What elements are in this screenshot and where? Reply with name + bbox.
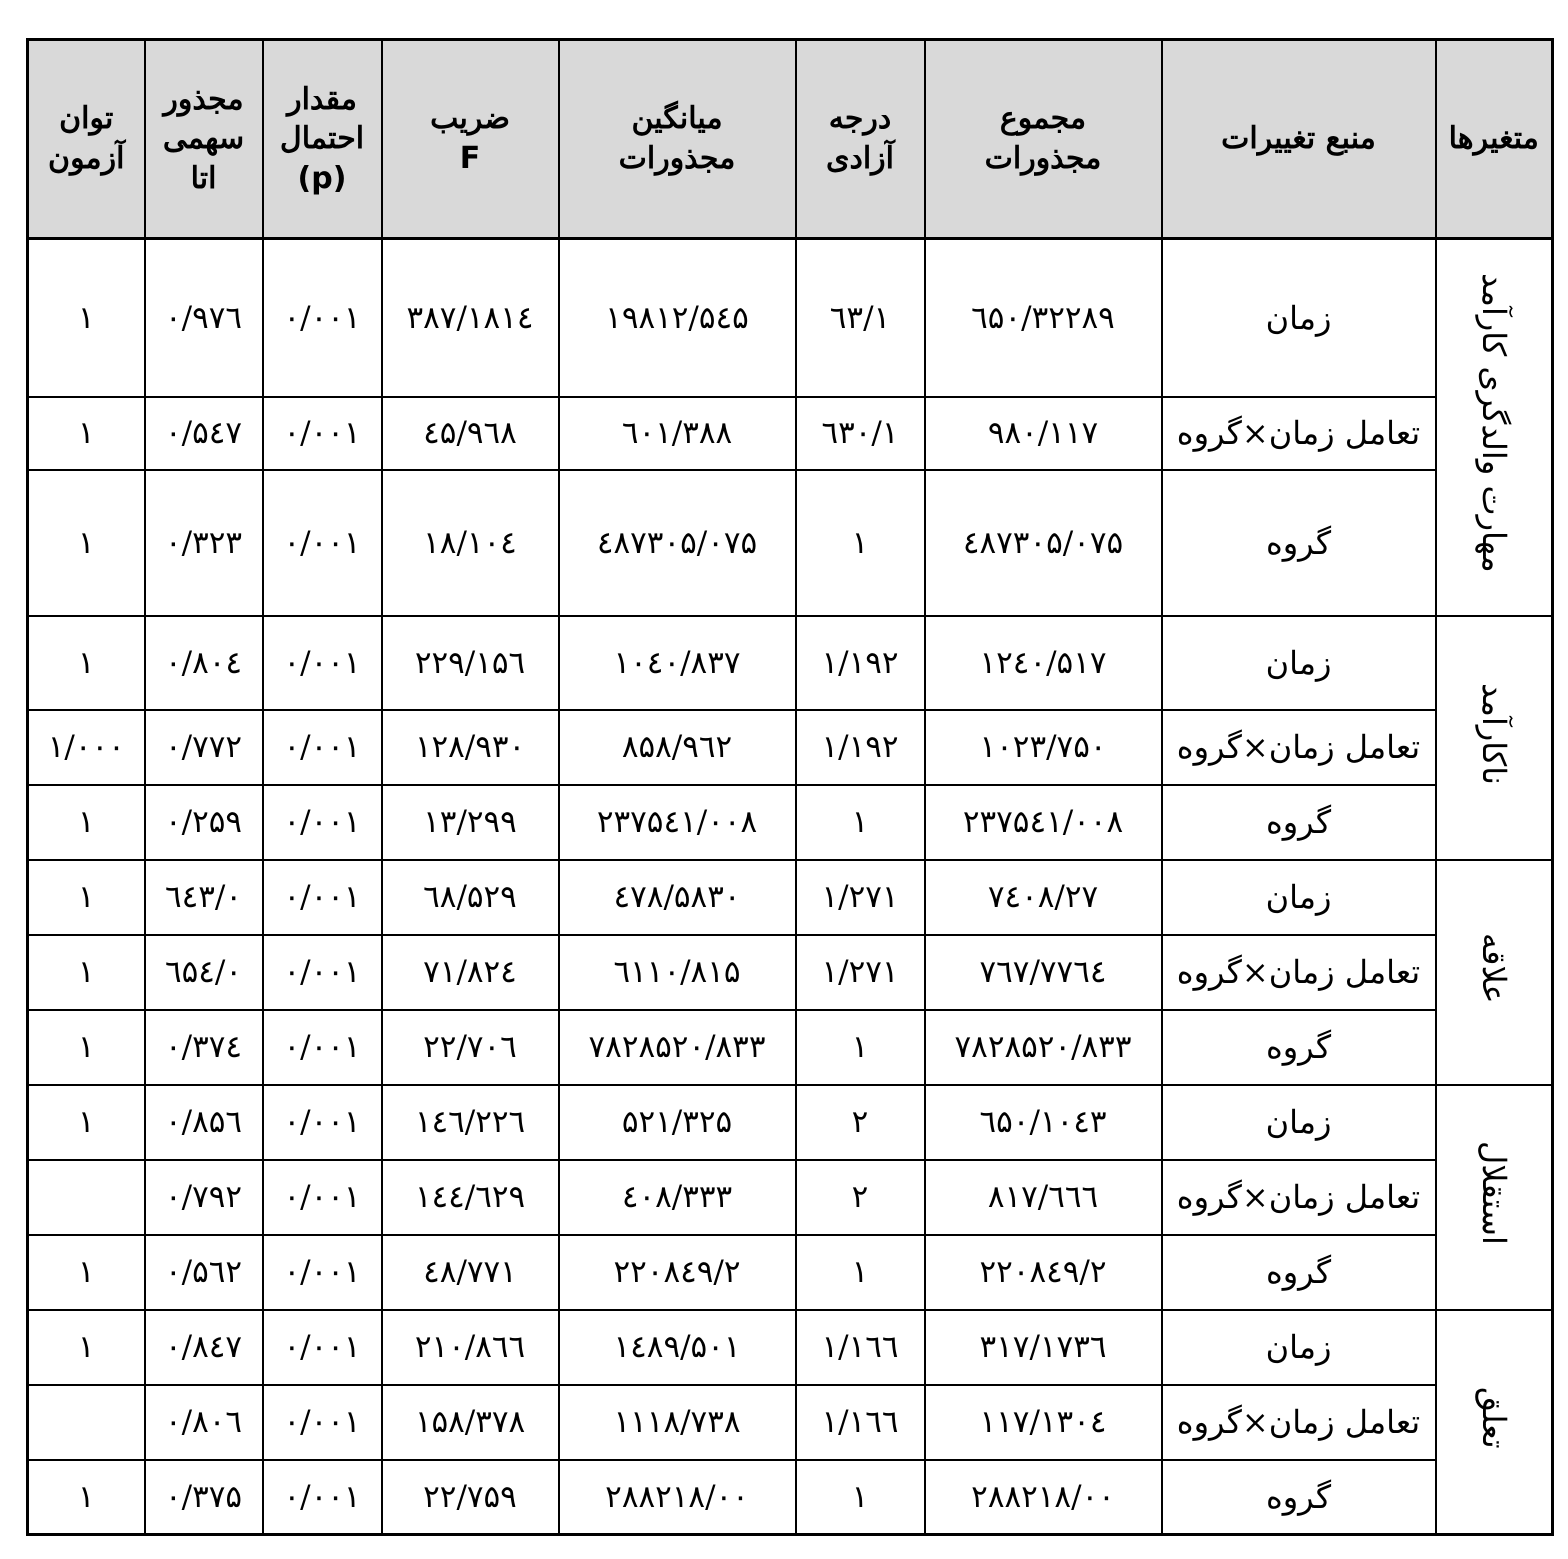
f-cell: ۱۳/۲۹۹ [382, 785, 559, 860]
df-cell: ۱ [796, 470, 925, 616]
power-cell: ۱ [28, 860, 145, 935]
table-row [28, 1010, 1553, 1085]
f-cell: ۲۲/۷۰٦ [382, 1010, 559, 1085]
table-body [28, 239, 1553, 1535]
df-cell: ۱/۱٦٦ [796, 1385, 925, 1460]
power-cell: ۱ [28, 397, 145, 470]
table-row [28, 1085, 1553, 1160]
header-mean-squares: میانگین مجذورات [559, 40, 796, 239]
f-cell: ٤۸/۷۷۱ [382, 1235, 559, 1310]
df-cell: ۲ [796, 1085, 925, 1160]
df-cell: ۱ [796, 1235, 925, 1310]
source-cell: تعامل زمان×گروه [1162, 397, 1436, 470]
header-row [28, 40, 1553, 239]
f-cell: ٤۵/۹٦۸ [382, 397, 559, 470]
df-cell: ۱ [796, 785, 925, 860]
variable-label: علاقه [1474, 932, 1513, 1004]
f-cell: ۲۲/۷۵۹ [382, 1460, 559, 1535]
source-cell: گروه [1162, 470, 1436, 616]
table-row [28, 935, 1553, 1010]
p-value-cell: ۰/۰۰۱ [263, 397, 382, 470]
source-cell: تعامل زمان×گروه [1162, 935, 1436, 1010]
power-cell: ۱ [28, 1235, 145, 1310]
eta-squared-cell: ۰/۸٤۷ [145, 1310, 263, 1385]
mean-squares-cell: ۷۸۲۸۵۲۰/۸۳۳ [559, 1010, 796, 1085]
mean-squares-cell: ۱۹۸۱۲/۵٤۵ [559, 239, 796, 397]
df-cell: ۱/۲۷۱ [796, 935, 925, 1010]
sum-squares-cell: ۹۸۰/۱۱۷ [925, 397, 1162, 470]
header-p: مقدار احتمال (p) [263, 40, 382, 239]
eta-squared-cell: ۰/۸۵٦ [145, 1085, 263, 1160]
header-sum-squares: مجموع مجذورات [925, 40, 1162, 239]
power-cell: ۱ [28, 616, 145, 710]
eta-squared-cell: ۰/۷۹۲ [145, 1160, 263, 1235]
power-cell [28, 1385, 145, 1460]
eta-squared-cell: ۰/٦۵٤ [145, 935, 263, 1010]
power-cell: ۱/۰۰۰ [28, 710, 145, 785]
mean-squares-cell: ۱۱۱۸/۷۳۸ [559, 1385, 796, 1460]
sum-squares-cell: ۲۳۷۵٤۱/۰۰۸ [925, 785, 1162, 860]
f-cell: ۱٤٤/٦۲۹ [382, 1160, 559, 1235]
eta-squared-cell: ۰/۵٤۷ [145, 397, 263, 470]
mean-squares-cell: ۲۸۸۲۱۸/۰۰ [559, 1460, 796, 1535]
mean-squares-cell: ۸۵۸/۹٦۲ [559, 710, 796, 785]
df-cell: ۱/٦۳ [796, 239, 925, 397]
header-f: ضریب F [382, 40, 559, 239]
header-power: توان آزمون [28, 40, 145, 239]
mean-squares-cell: ۳۳۳/٤۰۸ [559, 1160, 796, 1235]
p-value-cell: ۰/۰۰۱ [263, 1310, 382, 1385]
df-cell: ۱/۲۷۱ [796, 860, 925, 935]
eta-squared-cell: ۰/۳۲۳ [145, 470, 263, 616]
sum-squares-cell: ۲۸۸۲۱۸/۰۰ [925, 1460, 1162, 1535]
mean-squares-cell: ۵۸۳۰/٤۷۸ [559, 860, 796, 935]
power-cell: ۱ [28, 1085, 145, 1160]
sum-squares-cell: ۷۷٦٤/۷٦۷ [925, 935, 1162, 1010]
sum-squares-cell: ۱۳۰٤/۱۱۷ [925, 1385, 1162, 1460]
table-row [28, 1310, 1553, 1385]
sum-squares-cell: ٦٦٦/۸۱۷ [925, 1160, 1162, 1235]
mean-squares-cell: ۵۲۱/۳۲۵ [559, 1085, 796, 1160]
source-cell: تعامل زمان×گروه [1162, 710, 1436, 785]
power-cell: ۱ [28, 1010, 145, 1085]
f-cell: ۱۵۸/۳۷۸ [382, 1385, 559, 1460]
source-cell: گروه [1162, 1460, 1436, 1535]
df-cell: ۱/۱۹۲ [796, 616, 925, 710]
mean-squares-cell: ٦۱۱۰/۸۱۵ [559, 935, 796, 1010]
f-cell: ۱۸۱٤/۳۸۷ [382, 239, 559, 397]
source-cell: تعامل زمان×گروه [1162, 1160, 1436, 1235]
variable-cell [1436, 860, 1553, 1085]
table-row [28, 616, 1553, 710]
p-value-cell: ۰/۰۰۱ [263, 860, 382, 935]
mean-squares-cell: ۱۰٤۰/۸۳۷ [559, 616, 796, 710]
eta-squared-cell: ۰/۳۷۵ [145, 1460, 263, 1535]
sum-squares-cell: ۳۲۲۸۹/٦۵۰ [925, 239, 1162, 397]
power-cell: ۱ [28, 935, 145, 1010]
table-row [28, 785, 1553, 860]
power-cell: ۱ [28, 239, 145, 397]
mean-squares-cell: ۲۳۷۵٤۱/۰۰۸ [559, 785, 796, 860]
eta-squared-cell: ۰/۵٦۲ [145, 1235, 263, 1310]
p-value-cell: ۰/۰۰۱ [263, 1385, 382, 1460]
sum-squares-cell: ۱۰٤۳/٦۵۰ [925, 1085, 1162, 1160]
source-cell: گروه [1162, 1235, 1436, 1310]
df-cell: ۱ [796, 1010, 925, 1085]
variable-cell [1436, 239, 1553, 616]
eta-squared-cell: ۰/٦٤۳ [145, 860, 263, 935]
df-cell: ۱/٦۳۰ [796, 397, 925, 470]
header-eta: مجذور سهمی اتا [145, 40, 263, 239]
p-value-cell: ۰/۰۰۱ [263, 710, 382, 785]
source-cell: زمان [1162, 239, 1436, 397]
eta-squared-cell: ۰/۹۷٦ [145, 239, 263, 397]
table-row [28, 397, 1553, 470]
p-value-cell: ۰/۰۰۱ [263, 1235, 382, 1310]
power-cell [28, 1160, 145, 1235]
table-row [28, 710, 1553, 785]
eta-squared-cell: ۰/۸۰٤ [145, 616, 263, 710]
table-row [28, 239, 1553, 397]
mean-squares-cell: ۲۲۰۸٤۹/۲ [559, 1235, 796, 1310]
header-source: منبع تغییرات [1162, 40, 1436, 239]
source-cell: زمان [1162, 1085, 1436, 1160]
sum-squares-cell: ۱۰۲۳/۷۵۰ [925, 710, 1162, 785]
table-row [28, 1235, 1553, 1310]
eta-squared-cell: ۰/۳۷٤ [145, 1010, 263, 1085]
mean-squares-cell: ۱٤۸۹/۵۰۱ [559, 1310, 796, 1385]
p-value-cell: ۰/۰۰۱ [263, 239, 382, 397]
source-cell: تعامل زمان×گروه [1162, 1385, 1436, 1460]
variable-cell [1436, 1310, 1553, 1535]
power-cell: ۱ [28, 1460, 145, 1535]
f-cell: ۱۸/۱۰٤ [382, 470, 559, 616]
eta-squared-cell: ۰/۸۰٦ [145, 1385, 263, 1460]
f-cell: ۲۱۰/۸٦٦ [382, 1310, 559, 1385]
p-value-cell: ۰/۰۰۱ [263, 1085, 382, 1160]
table-row [28, 1160, 1553, 1235]
variable-label: تعلق [1474, 1386, 1513, 1449]
p-value-cell: ۰/۰۰۱ [263, 470, 382, 616]
p-value-cell: ۰/۰۰۱ [263, 935, 382, 1010]
table-row [28, 470, 1553, 616]
eta-squared-cell: ۰/۷۷۲ [145, 710, 263, 785]
sum-squares-cell: ۱۲٤۰/۵۱۷ [925, 616, 1162, 710]
df-cell: ۲ [796, 1160, 925, 1235]
variable-label: ناکارآمد [1474, 682, 1513, 785]
source-cell: زمان [1162, 616, 1436, 710]
p-value-cell: ۰/۰۰۱ [263, 1010, 382, 1085]
mean-squares-cell: ٦۰۱/۳۸۸ [559, 397, 796, 470]
f-cell: ۲۲٦/۱٤٦ [382, 1085, 559, 1160]
sum-squares-cell: ۲۲۰۸٤۹/۲ [925, 1235, 1162, 1310]
f-cell: ٦۸/۵۲۹ [382, 860, 559, 935]
f-cell: ۷۱/۸۲٤ [382, 935, 559, 1010]
table-row [28, 860, 1553, 935]
variable-cell [1436, 1085, 1553, 1310]
sum-squares-cell: ۱۷۳٦/۳۱۷ [925, 1310, 1162, 1385]
power-cell: ۱ [28, 470, 145, 616]
p-value-cell: ۰/۰۰۱ [263, 1160, 382, 1235]
sum-squares-cell: ۷٤۰۸/۲۷ [925, 860, 1162, 935]
df-cell: ۱/۱۹۲ [796, 710, 925, 785]
header-variables: متغیرها [1436, 40, 1553, 239]
table-row [28, 1385, 1553, 1460]
sum-squares-cell: ۷۸۲۸۵۲۰/۸۳۳ [925, 1010, 1162, 1085]
f-cell: ۱۵٦/۲۲۹ [382, 616, 559, 710]
mean-squares-cell: ٤۸۷۳۰۵/۰۷۵ [559, 470, 796, 616]
df-cell: ۱/۱٦٦ [796, 1310, 925, 1385]
variable-label: استقلال [1474, 1141, 1513, 1245]
header-df: درجه آزادی [796, 40, 925, 239]
f-cell: ۱۲۸/۹۳۰ [382, 710, 559, 785]
power-cell: ۱ [28, 1310, 145, 1385]
sum-squares-cell: ٤۸۷۳۰۵/۰۷۵ [925, 470, 1162, 616]
source-cell: زمان [1162, 1310, 1436, 1385]
variable-label: مهارت والدگری کارآمد [1474, 273, 1513, 574]
eta-squared-cell: ۰/۲۵۹ [145, 785, 263, 860]
p-value-cell: ۰/۰۰۱ [263, 1460, 382, 1535]
source-cell: گروه [1162, 1010, 1436, 1085]
variable-cell [1436, 616, 1553, 860]
anova-results-table [26, 38, 1554, 1536]
p-value-cell: ۰/۰۰۱ [263, 785, 382, 860]
power-cell: ۱ [28, 785, 145, 860]
df-cell: ۱ [796, 1460, 925, 1535]
source-cell: گروه [1162, 785, 1436, 860]
table-row [28, 1460, 1553, 1535]
source-cell: زمان [1162, 860, 1436, 935]
p-value-cell: ۰/۰۰۱ [263, 616, 382, 710]
